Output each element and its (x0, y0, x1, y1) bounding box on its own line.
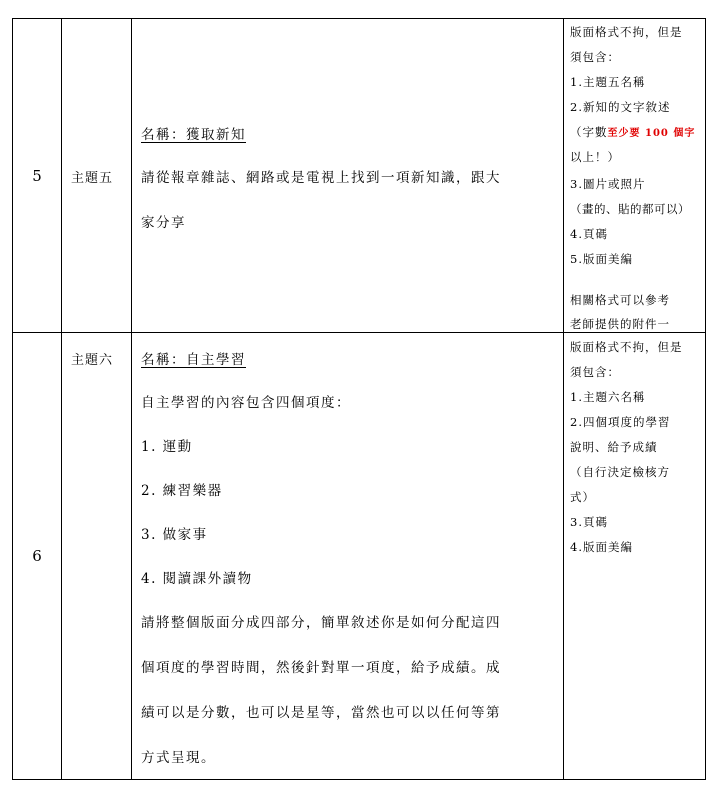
task-line: 方式呈現。 (141, 750, 216, 766)
note-line: 2.新知的文字敘述 (570, 100, 671, 114)
note-line: 版面格式不拘，但是 (570, 25, 683, 39)
note-line: 版面格式不拘，但是 (570, 340, 683, 354)
task-line: 請將整個版面分成四部分，簡單敘述你是如何分配這四 (141, 615, 501, 631)
task-line: 自主學習的內容包含四個項度： (141, 395, 351, 411)
column-divider (563, 19, 564, 779)
note-line: 以上！） (570, 150, 620, 164)
note-line: （自行決定檢核方 (570, 465, 670, 479)
task-line: 2. 練習樂器 (141, 483, 223, 499)
theme-label: 主題五 (71, 171, 114, 186)
task-line: 個項度的學習時間，然後針對單一項度，給予成績。成 (141, 660, 501, 676)
note-line: 1.主題五名稱 (570, 75, 646, 89)
note-line: （畫的、貼的都可以） (570, 202, 690, 216)
note-line: 相關格式可以參考 (570, 293, 670, 307)
note-line: 3.圖片或照片 (570, 177, 646, 191)
row-number: 6 (32, 547, 42, 565)
note-line: 式） (570, 490, 595, 504)
note-line: 2.四個項度的學習 (570, 415, 671, 429)
row-number: 5 (32, 167, 42, 185)
note-line (570, 120, 695, 147)
note-text: （字數 (570, 125, 608, 139)
task-line: 績可以是分數，也可以是星等，當然也可以以任何等第 (141, 705, 501, 721)
task-title: 名稱：自主學習 (141, 352, 246, 368)
column-divider (131, 19, 132, 779)
note-line: 4.版面美編 (570, 540, 633, 554)
task-line: 3. 做家事 (141, 527, 208, 543)
column-divider (61, 19, 62, 779)
note-line: 老師提供的附件一 (570, 317, 670, 331)
note-line: 須包含： (570, 50, 620, 64)
task-line: 1. 運動 (141, 439, 193, 455)
note-emphasis: 至少要 100 個字 (607, 128, 696, 139)
task-line: 4. 閱讀課外讀物 (141, 571, 253, 587)
note-line: 3.頁碼 (570, 515, 608, 529)
activity-table (12, 18, 706, 780)
theme-label: 主題六 (71, 353, 114, 368)
note-line: 5.版面美編 (570, 252, 633, 266)
task-line: 請從報章雜誌、網路或是電視上找到一項新知識，跟大 (141, 170, 501, 186)
note-line: 1.主題六名稱 (570, 390, 646, 404)
task-line: 家分享 (141, 215, 186, 231)
note-line: 說明、給予成績 (570, 440, 658, 454)
task-title: 名稱：獲取新知 (141, 127, 246, 143)
note-line: 須包含： (570, 365, 620, 379)
note-line: 4.頁碼 (570, 227, 608, 241)
